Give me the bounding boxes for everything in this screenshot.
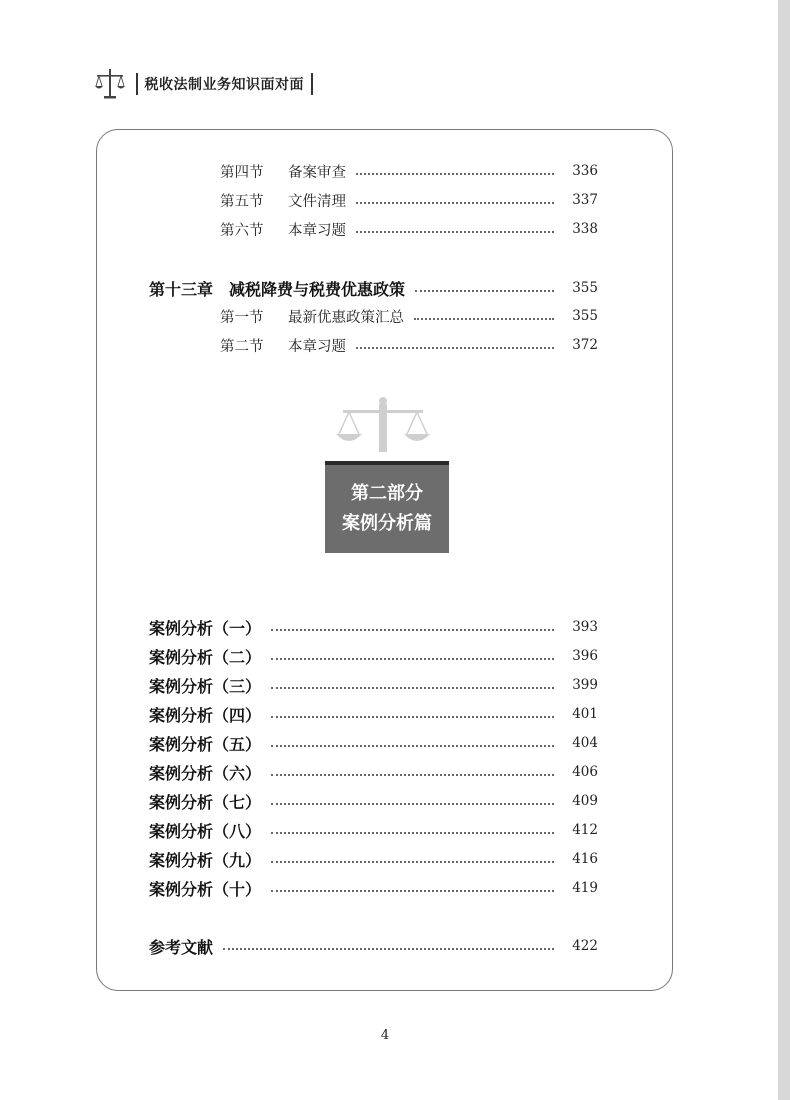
page-ref: 416 (572, 851, 598, 867)
toc-entry[interactable] (0, 304, 790, 328)
leader-dots (271, 774, 554, 776)
leader-dots (356, 347, 554, 349)
toc-entry[interactable] (0, 159, 790, 183)
toc-case-entry[interactable] (0, 644, 790, 668)
case-title: 案例分析（二） (149, 647, 262, 667)
section-number: 第一节 (220, 309, 264, 326)
case-title: 案例分析（八） (149, 821, 262, 841)
leader-dots (271, 832, 554, 834)
page-ref: 422 (572, 938, 598, 954)
case-title: 案例分析（七） (149, 792, 262, 812)
toc-case-entry[interactable] (0, 760, 790, 784)
references-title: 参考文献 (149, 937, 214, 957)
page-ref: 338 (572, 221, 598, 237)
case-title: 案例分析（六） (149, 763, 262, 783)
toc-case-entry[interactable] (0, 818, 790, 842)
part-number: 第二部分 (351, 483, 423, 504)
page-ref: 396 (572, 648, 598, 664)
section-title: 本章习题 (288, 222, 346, 239)
case-title: 案例分析（一） (149, 618, 262, 638)
header-divider-left (136, 73, 138, 95)
leader-dots (415, 290, 554, 292)
page-ref: 419 (572, 880, 598, 896)
section-number: 第六节 (220, 222, 264, 239)
case-title: 案例分析（五） (149, 734, 262, 754)
section-number: 第五节 (220, 193, 264, 210)
page-ref: 406 (572, 764, 598, 780)
toc-chapter-entry[interactable] (0, 276, 790, 300)
header-divider-right (311, 73, 313, 95)
leader-dots (356, 231, 554, 233)
page-number: 4 (380, 1028, 390, 1043)
toc-entry[interactable] (0, 217, 790, 241)
leader-dots (414, 318, 554, 320)
leader-dots (271, 745, 554, 747)
leader-dots (271, 629, 554, 631)
toc-case-entry[interactable] (0, 673, 790, 697)
scales-of-justice-icon (92, 66, 128, 102)
toc-case-entry[interactable] (0, 876, 790, 900)
case-title: 案例分析（四） (149, 705, 262, 725)
toc-references-entry[interactable] (0, 934, 790, 958)
leader-dots (271, 716, 554, 718)
chapter-number: 第十三章 (149, 279, 214, 299)
case-title: 案例分析（十） (149, 879, 262, 899)
section-number: 第四节 (220, 164, 264, 181)
leader-dots (356, 202, 554, 204)
page-ref: 399 (572, 677, 598, 693)
section-title: 文件清理 (288, 193, 346, 210)
toc-case-entry[interactable] (0, 789, 790, 813)
leader-dots (356, 173, 554, 175)
header-title: 税收法制业务知识面对面 (144, 77, 304, 93)
leader-dots (271, 803, 554, 805)
part-title: 案例分析篇 (342, 513, 432, 534)
section-number: 第二节 (220, 338, 264, 355)
page-ref: 355 (572, 308, 598, 324)
leader-dots (271, 890, 554, 892)
leader-dots (223, 948, 554, 950)
page-ref: 401 (572, 706, 598, 722)
page-ref: 372 (572, 337, 598, 353)
section-title: 备案审查 (288, 164, 346, 181)
toc-entry[interactable] (0, 333, 790, 357)
page-ref: 409 (572, 793, 598, 809)
leader-dots (271, 687, 554, 689)
toc-case-entry[interactable] (0, 615, 790, 639)
page-ref: 336 (572, 163, 598, 179)
section-title: 最新优惠政策汇总 (288, 309, 404, 326)
page-ref: 337 (572, 192, 598, 208)
page-ref: 404 (572, 735, 598, 751)
scales-of-justice-icon (333, 396, 433, 452)
page-ref: 412 (572, 822, 598, 838)
case-title: 案例分析（九） (149, 850, 262, 870)
chapter-title: 减税降费与税费优惠政策 (229, 279, 406, 299)
toc-case-entry[interactable] (0, 847, 790, 871)
toc-case-entry[interactable] (0, 702, 790, 726)
section-title: 本章习题 (288, 338, 346, 355)
running-header (92, 64, 313, 104)
page-ref: 393 (572, 619, 598, 635)
leader-dots (271, 658, 554, 660)
case-title: 案例分析（三） (149, 676, 262, 696)
toc-entry[interactable] (0, 188, 790, 212)
page-ref: 355 (572, 280, 598, 296)
part-title-box (325, 461, 449, 553)
leader-dots (271, 861, 554, 863)
toc-case-entry[interactable] (0, 731, 790, 755)
